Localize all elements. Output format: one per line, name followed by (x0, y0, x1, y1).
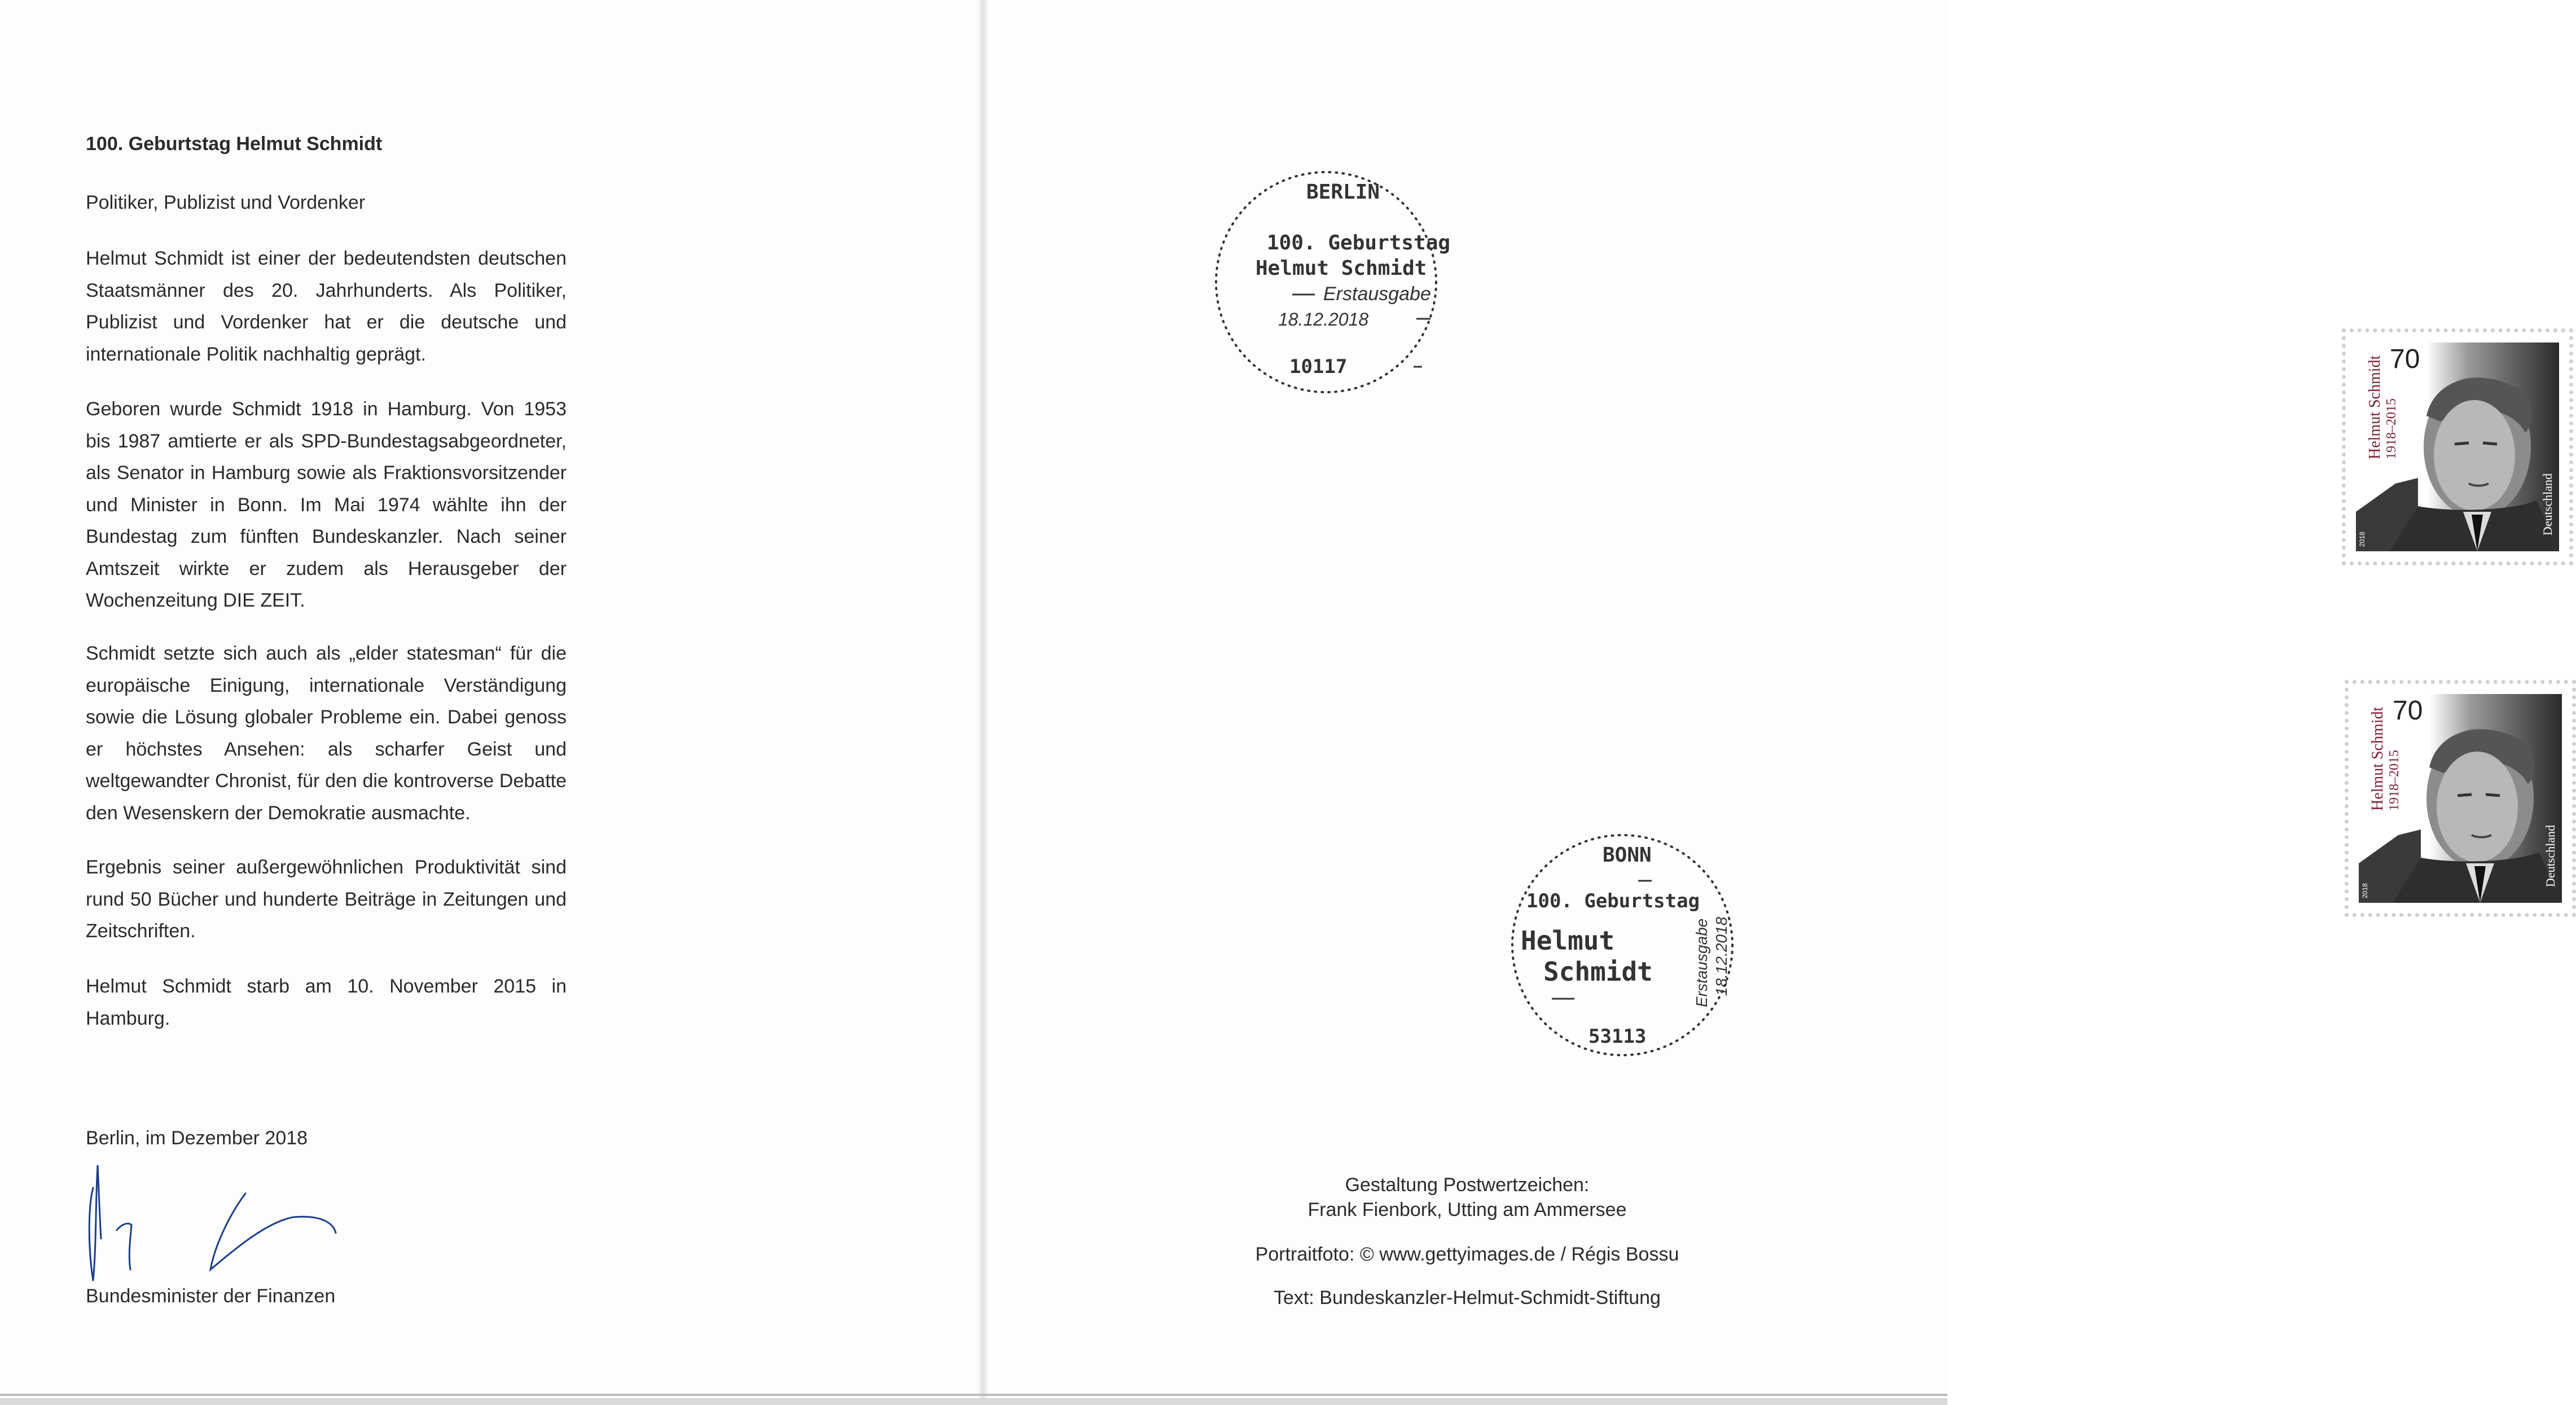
postmark-line1: 100. Geburtstag (1526, 890, 1700, 912)
stamp-value: 70 (2390, 344, 2420, 374)
paragraph-biography: Geboren wurde Schmidt 1918 in Hamburg. Von 1953 bis 1987 amtierte er als SPD-Bundestagsabgeordneter, als Senator in Hamburg sowie als Fraktionsvorsitzender und Minister in Bonn. Im Mai 1974 wählte ihn der Bundestag zum fünften Bundeskanzler. Nach seiner Amtszeit wirkte er zudem als Herausgeber der Wochenzeitung DIE ZEIT. (86, 398, 567, 611)
card-shadow-edge (0, 1394, 1947, 1396)
paragraph-productivity: Ergebnis seiner außergewöhnlichen Produktivität sind rund 50 Bücher und hunderte Beiträge in Zeitungen und Zeitschriften. (86, 857, 567, 942)
signatory-title: Bundesminister der Finanzen (86, 1285, 336, 1307)
postmark-line2: Helmut Schmidt (1256, 257, 1427, 280)
postmark-date: 18.12.2018 (1713, 916, 1730, 996)
card-bottom-edge (0, 1398, 1947, 1405)
credit-design-label: Gestaltung Postwertzeichen: (1345, 1174, 1590, 1196)
credit-text: Text: Bundeskanzler-Helmut-Schmidt-Stiftung (1274, 1287, 1661, 1309)
stamp-years: 1918–2015 (2384, 398, 2399, 459)
stamp-country: Deutschland (2540, 473, 2555, 535)
postmark-name2: Schmidt (1543, 956, 1653, 987)
credit-designer: Frank Fienbork, Utting am Ammersee (1307, 1199, 1627, 1220)
page-fold (979, 0, 988, 1405)
postmark-berlin (1208, 164, 1451, 401)
page-title: 100. Geburtstag Helmut Schmidt (86, 133, 383, 155)
postmark-city: BONN (1603, 844, 1652, 867)
postmark-issue: Erstausgabe (1693, 918, 1710, 1007)
postmark-line1: 100. Geburtstag (1267, 231, 1451, 254)
postmark-postcode: 53113 (1588, 1025, 1647, 1048)
right-page (988, 0, 2557, 1405)
stamp-years: 1918–2015 (2387, 750, 2402, 811)
postmark-postcode: 10117 (1289, 355, 1348, 378)
postmark-bonn (1504, 827, 1741, 1064)
stamp-name: Helmut Schmidt (2369, 706, 2386, 811)
postmark-issue: Erstausgabe (1323, 283, 1431, 305)
stamp-value: 70 (2393, 696, 2423, 726)
credit-photo: Portraitfoto: © www.gettyimages.de / Régis Bossu (1255, 1244, 1679, 1265)
postmark-date: 18.12.2018 (1278, 309, 1369, 330)
paragraph-statesman: Schmidt setzte sich auch als „elder statesman“ für die europäische Einigung, internationale Verständigung sowie die Lösung globaler Probleme ein. Dabei genoss er höchstes Ansehen: als scharfer Geist und weltgewandter Chronist, für den die kontroverse Debatte den Wesenskern der Demokratie ausmachte. (86, 643, 567, 824)
paragraph-death: Helmut Schmidt starb am 10. November 2015 in Hamburg. (86, 976, 567, 1029)
postage-stamp-upper (2342, 328, 2573, 565)
stamp-name: Helmut Schmidt (2366, 355, 2384, 459)
postage-stamp-lower (2345, 680, 2576, 917)
stamp-year: 2018 (2358, 532, 2366, 547)
paragraph-intro: Helmut Schmidt ist einer der bedeutendsten deutschen Staatsmänner des 20. Jahrhunderts. Als Politiker, Publizist und Vordenker hat er die deutsche und internationale Politik nachhaltig geprägt. (86, 248, 567, 365)
postmark-name1: Helmut (1521, 925, 1615, 956)
signature (76, 1154, 347, 1289)
stamp-country: Deutschland (2543, 825, 2557, 887)
left-page (0, 0, 979, 1405)
page-subtitle: Politiker, Publizist und Vordenker (86, 192, 366, 213)
postmark-city: BERLIN (1306, 181, 1380, 204)
stamp-year: 2018 (2361, 883, 2369, 898)
place-date: Berlin, im Dezember 2018 (86, 1127, 308, 1149)
